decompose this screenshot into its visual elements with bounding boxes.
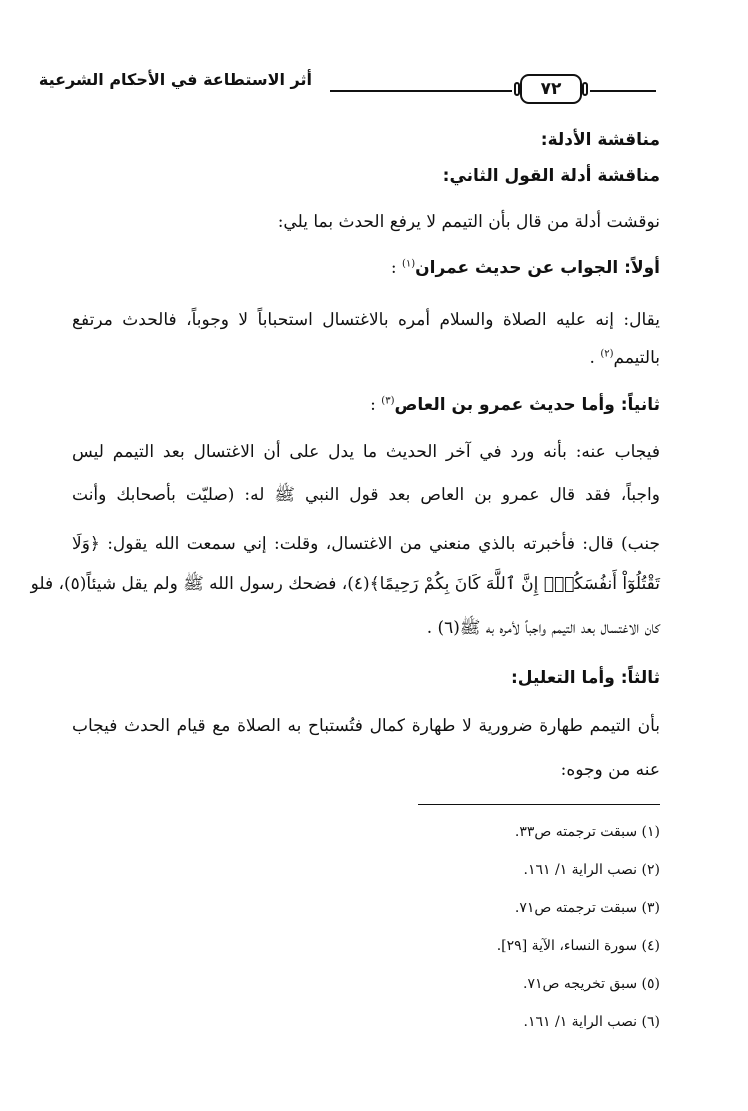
first-heading: أولاً: الجواب عن حديث عمران [415,258,660,278]
third-paragraph-line-2: عنه من وجوه: [560,760,660,780]
second-paragraph-line-5: كان الاغتسال بعد التيمم واجباً لأمره به ﷺ(٦) . [426,618,660,638]
second-paragraph-line-2: واجباً، فقد قال عمرو بن العاص بعد قول النبي ﷺ له: (صليّت بأصحابك وأنت [72,485,660,505]
footnote-3: (٣) سبقت ترجمته ص٧١. [514,900,660,916]
header-rule-right [590,90,656,92]
header-rule-left [330,90,512,92]
first-paragraph-line-2: بالتيمم$^{(٢)}$ . [589,348,660,368]
second-heading: ثانياً: وأما حديث عمرو بن العاص [394,395,660,415]
intro-paragraph: نوقشت أدلة من قال بأن التيمم لا يرفع الحدث بما يلي: [277,212,660,232]
footnote-ref-2: (٢) [600,348,614,360]
section-heading: مناقشة الأدلة: [540,130,660,150]
second-paragraph-line-1: فيجاب عنه: بأنه ورد في آخر الحديث ما يدل على أن الاغتسال بعد التيمم ليس [72,442,660,462]
second-paragraph-line-3: جنب) قال: فأخبرته بالذي منعني من الاغتسال، وقلت: إني سمعت الله يقول: ﴿وَلَا [72,534,660,554]
page-number: ٧٢ [520,74,582,104]
subheading: مناقشة أدلة القول الثاني: [442,166,660,186]
footnote-separator [418,804,660,805]
footnote-4: (٤) سورة النساء، الآية [٢٩]. [496,938,660,954]
footnote-ref-3: (٣) [381,395,395,407]
footnote-5: (٥) سبق تخريجه ص٧١. [523,976,660,992]
running-title: أثر الاستطاعة في الأحكام الشرعية [38,70,312,89]
footnote-6: (٦) نصب الراية ١/ ١٦١. [523,1014,660,1030]
first-paragraph-end: بالتيمم [613,348,660,368]
footnote-2: (٢) نصب الراية ١/ ١٦١. [523,862,660,878]
first-paragraph-line-1: يقال: إنه عليه الصلاة والسلام أمره بالاغتسال استحباباً لا وجوباً، فالحدث مرتفع [72,310,660,330]
first-heading-line: أولاً: الجواب عن حديث عمران$^{(١)}$ : [390,258,660,278]
third-heading: ثالثاً: وأما التعليل: [510,668,660,688]
second-heading-line: ثانياً: وأما حديث عمرو بن العاص$^{(٣)}$ : [370,395,660,415]
footnote-ref-1: (١) [401,258,416,270]
footnote-1: (١) سبقت ترجمته ص٣٣. [514,824,660,840]
third-paragraph-line-1: بأن التيمم طهارة ضرورية لا طهارة كمال فتُستباح به الصلاة مع قيام الحدث فيجاب [72,716,660,736]
second-paragraph-line-4: تَقْتُلُوٓاْ أَنفُسَكُمْۚ إِنَّ ٱللَّهَ كَانَ بِكُمْ رَحِيمًا﴾(٤)، فضحك رسول الله ﷺ ولم يقل شيئاً(٥)، فلو [30,574,660,594]
